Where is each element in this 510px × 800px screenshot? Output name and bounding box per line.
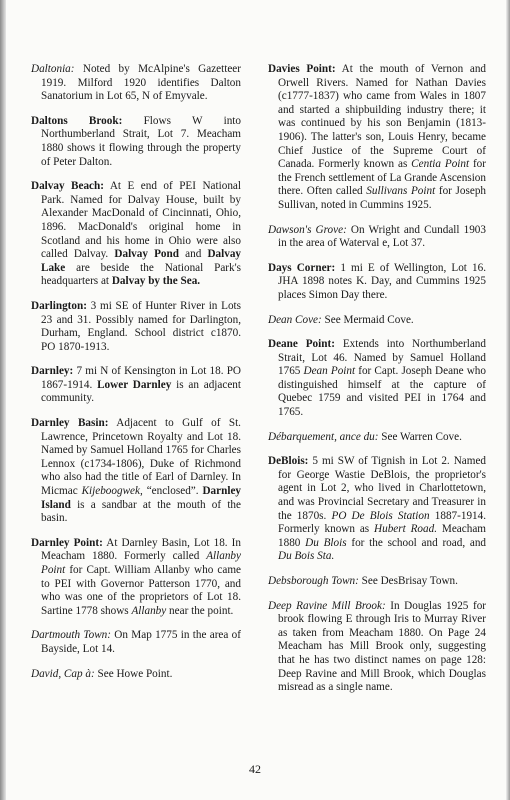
entry-heading: Darnley: bbox=[31, 365, 74, 378]
entry-text: At E end of PEI National Park. Named for Dalvay House, built by Alexander MacDonald of Cincinnati, Ohio, 1896. MacDonald's original home in Scotland and his home in Ohio were also called Dalvay. bbox=[41, 180, 241, 261]
entry-daltonia bbox=[31, 63, 241, 104]
page-binding-shadow bbox=[0, 0, 6, 800]
entry-heading: Deep Ravine Mill Brook: bbox=[268, 599, 386, 612]
entry-text: “enclosed”. bbox=[146, 485, 199, 498]
entry-heading: Débarquement, ance du: bbox=[268, 430, 379, 443]
entry-italic: Centia Point bbox=[411, 158, 470, 171]
entry-text: Noted by McAlpine's Gazetteer 1919. Milford 1920 identifies Dalton Sanatorium in Lot 65, N of Emyvale. bbox=[41, 63, 241, 103]
entry-text: On Wright and Cundall 1903 in the area of Waterval e, Lot 37. bbox=[278, 223, 486, 250]
entry-days-corner bbox=[268, 262, 486, 303]
entry-text: is a sandbar at the mouth of the basin. bbox=[41, 498, 241, 525]
entry-debarquement bbox=[268, 431, 486, 445]
entry-davies-point bbox=[268, 63, 486, 213]
entry-text: for the French settlement of La Grande Ascension there. Often called bbox=[278, 158, 486, 198]
entry-deane-point bbox=[268, 338, 486, 420]
entry-text: 1887-1914. Formerly known as bbox=[278, 509, 487, 536]
entry-subheading: Dalvay by the Sea. bbox=[111, 275, 201, 288]
entry-debsborough-town bbox=[268, 575, 486, 589]
entry-dean-cove bbox=[268, 314, 486, 328]
entry-text: 3 mi SE of Hunter River in Lots 23 and 31. Possibly named for Darlington, Durham, England. School district c1870. PO 1870-1913. bbox=[41, 299, 242, 353]
entry-italic: Allanby Point bbox=[41, 550, 241, 576]
entry-deblois bbox=[268, 455, 486, 564]
entry-dartmouth-town bbox=[31, 629, 241, 656]
entry-italic: Allanby bbox=[131, 604, 167, 617]
entry-italic: Du Bois Sta. bbox=[278, 550, 335, 563]
entry-text: See Warren Cove. bbox=[381, 430, 462, 443]
entry-text: At Darnley Basin, Lot 18. In Meacham 1880. Formerly called bbox=[41, 536, 241, 563]
entry-subheading: Lower Darnley bbox=[97, 378, 172, 391]
entry-heading: Days Corner: bbox=[268, 261, 336, 274]
entry-heading: Daltonia: bbox=[31, 63, 75, 75]
entry-text: 1 mi E of Wellington, Lot 16. JHA 1898 notes K. Day, and Cummins 1925 places Simon Day there. bbox=[278, 261, 486, 301]
entry-heading: DeBlois: bbox=[268, 455, 309, 468]
entry-text: See DesBrisay Town. bbox=[361, 575, 458, 587]
entry-heading: Dean Cove: bbox=[268, 313, 322, 326]
entry-heading: Debsborough Town: bbox=[268, 575, 359, 587]
entry-italic: Hubert Road. bbox=[374, 523, 438, 536]
entry-text: In Douglas 1925 for brook flowing E through Iris to Murray River as taken from Meacham 1880. On Page 24 Meacham has Mill Brook only, suggesting that he has two distinct names on page 128: Deep Ravine and Mill Brook, which Douglas misread as a single name. bbox=[278, 599, 487, 694]
entry-text: for the school and road, and bbox=[351, 536, 487, 549]
entry-dawsons-grove bbox=[268, 224, 486, 251]
entry-text: Adjacent to Gulf of St. Lawrence, Princetown Royalty and Lot 18. Named by Samuel Holland 1765 for Charles Lennox (c1734-1806), Duke of Richmond who also had the title of Earl of Darnley. In Micmac bbox=[41, 417, 241, 498]
entry-italic: Du Blois bbox=[305, 536, 347, 549]
entry-heading: Deane Point: bbox=[268, 338, 335, 351]
entry-darnley-basin bbox=[31, 417, 241, 526]
entry-heading: Darnley Point: bbox=[31, 536, 103, 549]
page-edge-shadow bbox=[506, 0, 510, 800]
entry-deep-ravine-mill-brook bbox=[268, 600, 486, 695]
entry-text: are beside the National Park's headquarters at bbox=[41, 261, 241, 288]
entry-daltons-brook bbox=[31, 115, 241, 169]
entry-text: and bbox=[185, 248, 202, 261]
entry-dalvay-beach bbox=[31, 180, 241, 289]
entry-text: See Mermaid Cove. bbox=[324, 313, 414, 326]
entry-italic: Dean Point bbox=[303, 365, 356, 378]
entry-text: At the mouth of Vernon and Orwell Rivers. Named for Nathan Davies (c1777-1837) who came from Wales in 1807 and started a shipbuilding industry there; it was continued by his son Benjamin (1813-1906). The latter's son, Louis Henry, became Chief Justice of the Supreme Court of Canada. Formerly known as bbox=[278, 63, 487, 171]
entry-david-cap-a bbox=[31, 668, 241, 682]
entry-text: for Capt. Joseph Deane who distinguished himself at the capture of Quebec 1759 and visited PEI in 1764 and 1765. bbox=[278, 365, 486, 419]
entry-heading: David, Cap à: bbox=[31, 667, 95, 680]
left-column bbox=[31, 63, 241, 692]
entry-text: 5 mi SW of Tignish in Lot 2. Named for George Wastie DeBlois, the proprietor's agent in Lot 2, who lived in Charlottetown, and was Provincial Secretary and Treasurer in the 1870s. bbox=[278, 455, 487, 522]
entry-heading: Davies Point: bbox=[268, 63, 336, 75]
entry-text: for Capt. William Allanby who came to PEI with Governor Patterson 1770, and who was one of the proprietors of Lot 18. Sartine 1778 shows bbox=[41, 564, 241, 617]
entry-heading: Darnley Basin: bbox=[31, 417, 109, 430]
entry-text: Meacham 1880 bbox=[278, 523, 486, 549]
entry-text: 7 mi N of Kensington in Lot 18. PO 1867-1914. bbox=[41, 365, 241, 391]
entry-heading: Dawson's Grove: bbox=[268, 223, 347, 236]
entry-text: On Map 1775 in the area of Bayside, Lot 14. bbox=[41, 629, 241, 655]
entry-italic: Kijeboogwek, bbox=[81, 485, 143, 498]
entry-darlington bbox=[31, 300, 241, 354]
entry-italic: PO De Blois Station bbox=[331, 509, 430, 522]
entry-subheading: Darnley Island bbox=[41, 485, 241, 511]
entry-text: for Joseph Sullivan, noted in Cummins 1925. bbox=[278, 185, 487, 211]
entry-text: Flows W into Northumberland Strait, Lot 7. Meacham 1880 shows it flowing through the property of Peter Dalton. bbox=[41, 114, 241, 168]
entry-darnley-point bbox=[31, 537, 241, 619]
page-number: 42 bbox=[249, 762, 261, 776]
right-column bbox=[268, 63, 486, 706]
entry-text: See Howe Point. bbox=[97, 667, 173, 680]
entry-text: Extends into Northumberland Strait, Lot 46. Named by Samuel Holland 1765 bbox=[278, 338, 486, 378]
entry-text: is an adjacent community. bbox=[41, 378, 242, 405]
entry-darnley bbox=[31, 365, 241, 406]
entry-subheading: Dalvay Lake bbox=[41, 248, 242, 274]
entry-heading: Dartmouth Town: bbox=[31, 629, 111, 642]
entry-subheading: Dalvay Pond bbox=[114, 248, 179, 261]
entry-heading: Daltons Brook: bbox=[31, 114, 123, 127]
entry-heading: Dalvay Beach: bbox=[31, 180, 104, 193]
entry-italic: Sullivans Point bbox=[366, 185, 436, 198]
entry-heading: Darlington: bbox=[31, 299, 87, 312]
entry-text: near the point. bbox=[169, 604, 234, 617]
